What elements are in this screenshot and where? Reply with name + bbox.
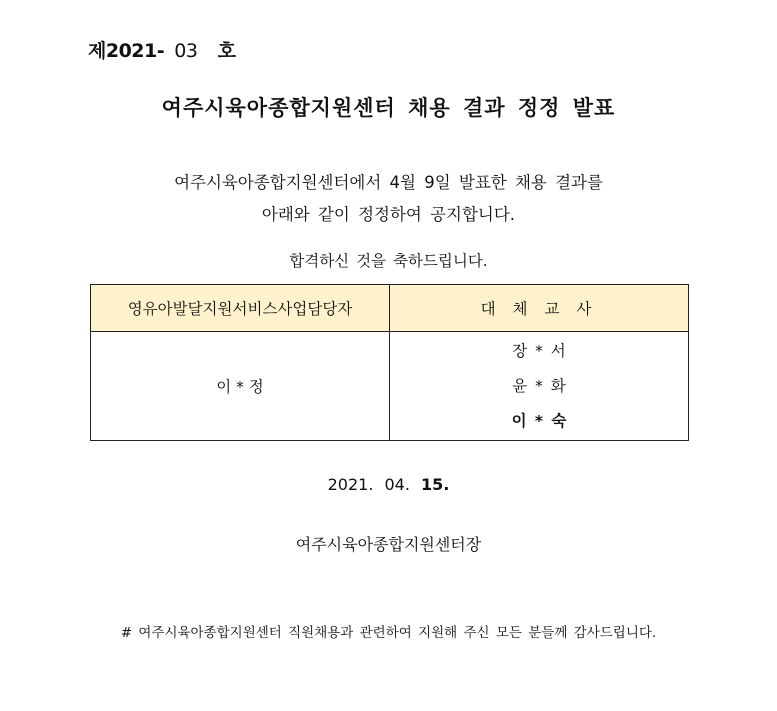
table-cell-developmental-support: [91, 332, 390, 441]
document-number: [88, 36, 235, 63]
result-table: [90, 284, 689, 441]
hired-name-corrected: 이 * 숙: [511, 412, 567, 430]
table-header-substitute-teacher: 대 체 교 사: [390, 285, 689, 332]
document-number-ho: 호: [217, 40, 236, 62]
table-row: [91, 332, 689, 441]
organization-signature: 여주시육아종합지원센터장: [295, 535, 482, 554]
table-cell-substitute-teacher: [390, 332, 689, 441]
table-header-developmental-support: 영유아발달지원서비스사업담당자: [91, 285, 390, 332]
document-number-suffix: 03: [174, 40, 198, 62]
date-year-month: 2021. 04.: [327, 475, 410, 494]
hired-name: 윤 * 화: [512, 377, 566, 395]
footer-note: # 여주시육아종합지원센터 직원채용과 관련하여 지원해 주신 모든 분들께 감사드립니다.: [120, 625, 657, 641]
table-header-row: [91, 285, 689, 332]
hired-name: 장 * 서: [512, 342, 566, 360]
announcement-date: [0, 475, 777, 494]
hired-name: 이 * 정: [216, 378, 264, 396]
intro-line-1: 여주시육아종합지원센터에서 4월 9일 발표한 채용 결과를: [174, 173, 603, 192]
intro-line-2: 아래와 같이 정정하여 공지합니다.: [261, 205, 516, 224]
page-title: 여주시육아종합지원센터 채용 결과 정정 발표: [161, 96, 616, 120]
document-number-prefix: 제2021-: [88, 40, 165, 62]
intro-paragraph: [0, 167, 777, 231]
substitute-teacher-list: [390, 339, 688, 433]
congratulations-text: 합격하신 것을 축하드립니다.: [289, 252, 488, 270]
date-day: 15.: [421, 475, 450, 494]
